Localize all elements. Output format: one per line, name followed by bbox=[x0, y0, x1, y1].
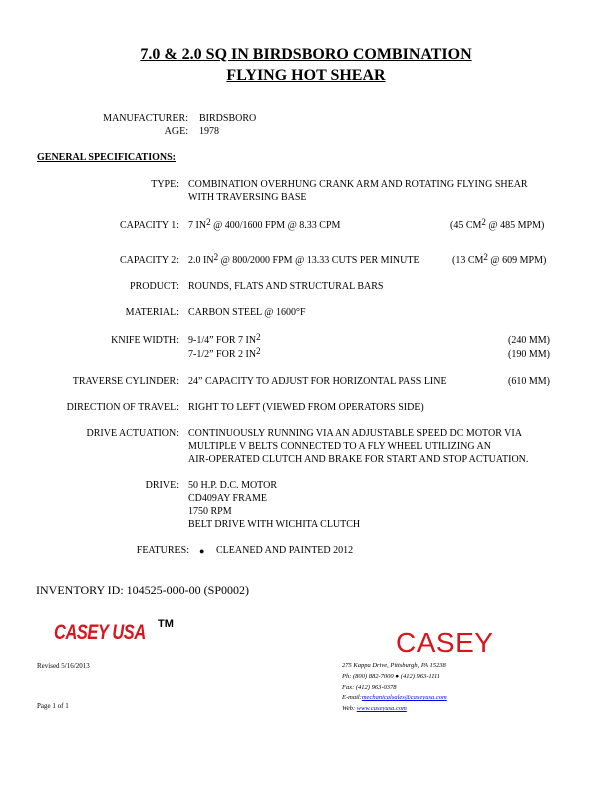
web-line: Web: www.caseyusa.com bbox=[342, 705, 407, 713]
traverse-cylinder-value: 24” CAPACITY TO ADJUST FOR HORIZONTAL PASS LINE bbox=[188, 376, 447, 387]
knife-width-label: KNIFE WIDTH: bbox=[111, 335, 179, 346]
section-heading: GENERAL SPECIFICATIONS: bbox=[37, 152, 177, 163]
page-number: Page 1 of 1 bbox=[37, 702, 69, 710]
drive-line2: CD409AY FRAME bbox=[188, 493, 267, 504]
product-value: ROUNDS, FLATS AND STRUCTURAL BARS bbox=[188, 281, 384, 292]
contact-block bbox=[342, 661, 447, 715]
direction-value: RIGHT TO LEFT (VIEWED FROM OPERATORS SIDE) bbox=[188, 402, 424, 413]
address-line: 275 Kappa Drive, Pittsburgh, PA 15238 bbox=[342, 662, 446, 669]
capacity1-value: 7 $IN^2$ @ 400/1600 FPM @ 8.33 CPM bbox=[188, 217, 341, 231]
drive-actuation-line1: CONTINUOUSLY RUNNING VIA AN ADJUSTABLE SPEED DC MOTOR VIA bbox=[188, 428, 522, 439]
traverse-cylinder-metric: (610 MM) bbox=[508, 376, 550, 387]
type-value-line2: WITH TRAVERSING BASE bbox=[188, 192, 307, 203]
type-label: TYPE: bbox=[151, 179, 179, 190]
capacity1-metric: (45 $CM^2$ @ 485 MPM) bbox=[450, 217, 545, 231]
direction-label: DIRECTION OF TRAVEL: bbox=[66, 402, 179, 413]
drive-actuation-line2: MULTIPLE V BELTS CONNECTED TO A FLY WHEEL UTILIZING AN bbox=[188, 441, 491, 452]
capacity2-metric: (13 $CM^2$ @ 609 MPM) bbox=[452, 252, 547, 266]
trademark-mark: TM bbox=[158, 618, 174, 630]
knife-width-line1: 9-1/4” FOR 7 $IN^2$ bbox=[188, 332, 261, 346]
features-label: FEATURES: bbox=[136, 545, 189, 556]
drive-label: DRIVE: bbox=[145, 480, 179, 491]
web-link[interactable]: www.caseyusa.com bbox=[356, 705, 407, 713]
capacity2-value: 2.0 $IN^2$ @ 800/2000 FPM @ 13.33 CUTS PER MINUTE bbox=[188, 252, 420, 266]
document-title-line2: FLYING HOT SHEAR bbox=[226, 67, 386, 84]
traverse-cylinder-label: TRAVERSE CYLINDER: bbox=[72, 376, 179, 387]
features-value: CLEANED AND PAINTED 2012 bbox=[216, 545, 354, 556]
capacity1-label: CAPACITY 1: bbox=[120, 220, 179, 231]
bullet-icon: ● bbox=[199, 546, 205, 556]
email-link[interactable]: mechanicalsales@caseyusa.com bbox=[361, 694, 447, 702]
drive-actuation-label: DRIVE ACTUATION: bbox=[86, 428, 179, 439]
manufacturer-label: MANUFACTURER: bbox=[103, 113, 188, 124]
inventory-id: INVENTORY ID: 104525-000-00 (SP0002) bbox=[36, 583, 249, 597]
manufacturer-value: BIRDSBORO bbox=[199, 113, 257, 124]
drive-actuation-line3: AIR-OPERATED CLUTCH AND BRAKE FOR START AND STOP ACTUATION. bbox=[188, 454, 529, 465]
knife-width-line1-metric: (240 MM) bbox=[508, 335, 550, 346]
age-label: AGE: bbox=[164, 126, 188, 137]
knife-width-line2-metric: (190 MM) bbox=[508, 349, 550, 360]
drive-line4: BELT DRIVE WITH WICHITA CLUTCH bbox=[188, 519, 361, 530]
product-label: PRODUCT: bbox=[130, 281, 179, 292]
knife-width-line2: 7-1/2” FOR 2 $IN^2$ bbox=[188, 346, 261, 360]
casey-logo: CASEY bbox=[396, 627, 494, 658]
material-value: CARBON STEEL @ 1600°F bbox=[188, 307, 306, 318]
material-label: MATERIAL: bbox=[125, 307, 179, 318]
type-value-line1: COMBINATION OVERHUNG CRANK ARM AND ROTATING FLYING SHEAR bbox=[188, 179, 528, 190]
document-title-line1: 7.0 & 2.0 SQ IN BIRDSBORO COMBINATION bbox=[140, 46, 472, 63]
revised-date: Revised 5/16/2013 bbox=[37, 662, 90, 670]
fax-line: Fax: (412) 963-0378 bbox=[342, 683, 397, 691]
phone-line: Ph: (800) 882-7000 ● (412) 963-1111 bbox=[342, 672, 440, 680]
casey-usa-logo: CASEY USA bbox=[54, 621, 146, 644]
email-line: E-mail:mechanicalsales@caseyusa.com bbox=[342, 694, 447, 702]
drive-line1: 50 H.P. D.C. MOTOR bbox=[188, 480, 277, 491]
drive-line3: 1750 RPM bbox=[188, 506, 232, 517]
capacity2-label: CAPACITY 2: bbox=[120, 255, 179, 266]
age-value: 1978 bbox=[199, 126, 219, 137]
